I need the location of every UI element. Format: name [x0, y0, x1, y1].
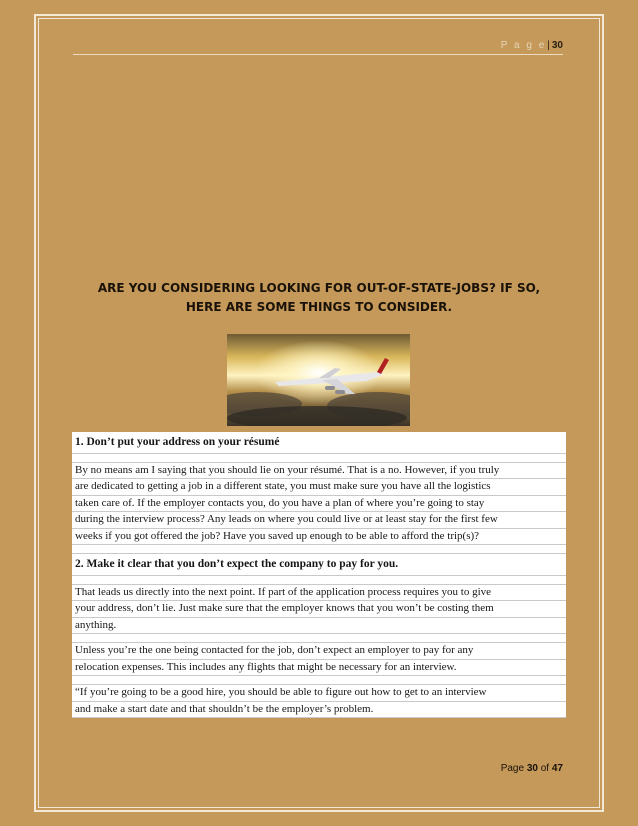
header-page-num: 30: [551, 40, 563, 51]
para3-line-2: relocation expenses. This includes any flights that might be necessary for an interview.: [72, 660, 566, 677]
footer-current-page: 30: [526, 763, 538, 774]
row-spacer: [72, 676, 566, 685]
para1-line-2: are dedicated to getting a job in a different state, you must make sure you have all the logistics: [72, 479, 566, 496]
section-title-line-2: HERE ARE SOME THINGS TO CONSIDER.: [185, 300, 453, 314]
para1-line-3: taken care of. If the employer contacts you, do you have a plan of where you’re going to stay: [72, 496, 566, 513]
para2-line-2: your address, don’t lie. Just make sure that the employer knows that you won’t be costing them: [72, 601, 566, 618]
footer-total-pages: 47: [551, 763, 563, 774]
article-body: [72, 432, 566, 718]
para1-line-1: By no means am I saying that you should lie on your résumé. That is a no. However, if you truly: [72, 463, 566, 480]
airplane-sunset-image: [227, 334, 410, 426]
para3-line-1: Unless you’re the one being contacted for the job, don’t expect an employer to pay for any: [72, 643, 566, 660]
para2-line-3: anything.: [72, 618, 566, 635]
section-title: [66, 279, 572, 317]
row-spacer: [72, 545, 566, 554]
para1-line-5: weeks if you got offered the job? Have you saved up enough to be able to afford the trip(s)?: [72, 529, 566, 546]
header-separator: |: [547, 40, 550, 51]
header-page-number: [501, 40, 563, 51]
header-page-word: P a g e: [500, 40, 547, 51]
heading-1: 1. Don’t put your address on your résumé: [72, 432, 566, 454]
section-title-line-1: ARE YOU CONSIDERING LOOKING FOR OUT-OF-STATE-JOBS? IF SO,: [97, 281, 541, 295]
header-rule: [73, 54, 563, 55]
para1-line-4: during the interview process? Any leads on where you could live or at least stay for the first few: [72, 512, 566, 529]
row-spacer: [72, 576, 566, 585]
airplane-photo: [227, 334, 410, 426]
row-spacer: [72, 454, 566, 463]
footer-page-label: Page: [500, 763, 525, 774]
row-spacer: [72, 634, 566, 643]
footer-of-label: of: [540, 763, 550, 774]
footer-page-count: [501, 763, 563, 774]
para4-line-2: and make a start date and that shouldn’t be the employer’s problem.: [72, 702, 566, 719]
para2-line-1: That leads us directly into the next point. If part of the application process requires you to give: [72, 585, 566, 602]
para4-line-1: “If you’re going to be a good hire, you should be able to figure out how to get to an interview: [72, 685, 566, 702]
heading-2: 2. Make it clear that you don’t expect the company to pay for you.: [72, 554, 566, 576]
